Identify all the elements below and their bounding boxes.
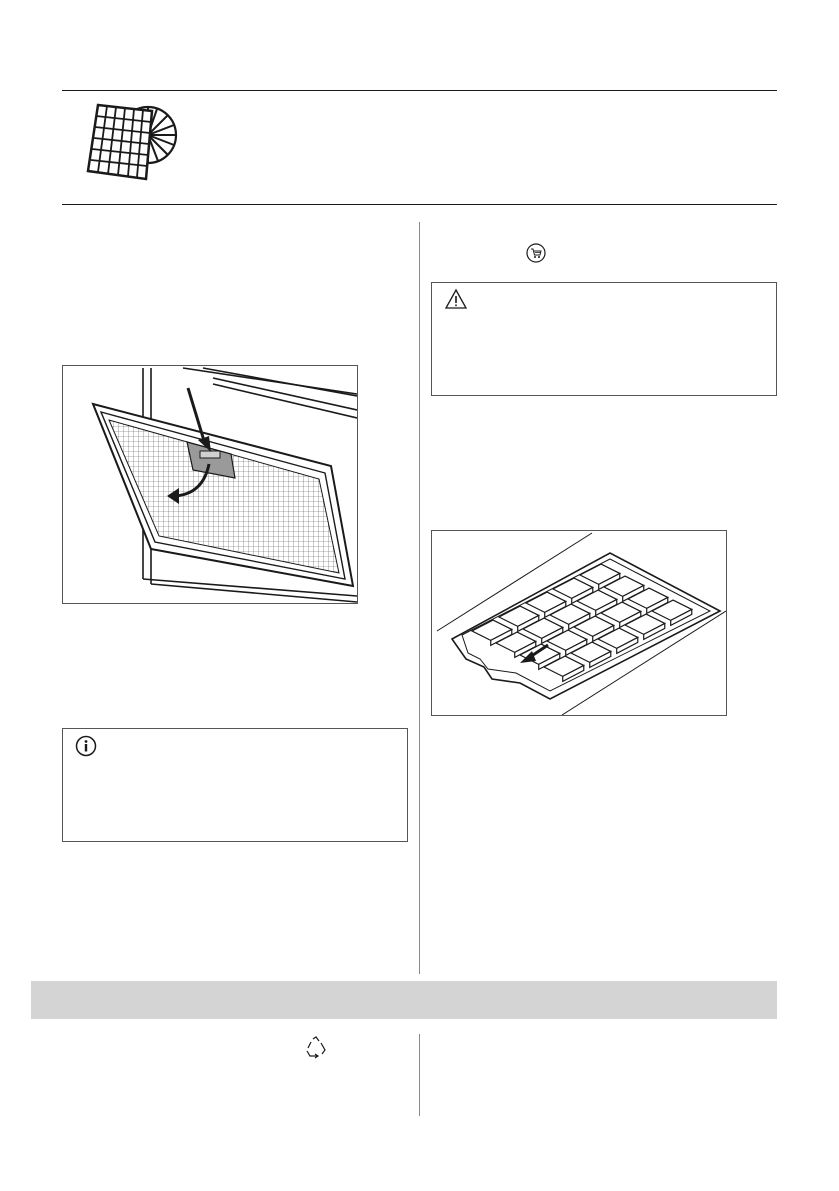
- info-note-box: [62, 728, 408, 842]
- section-heading-bar: [31, 981, 777, 1019]
- filter-icon: [80, 97, 180, 182]
- column-divider: [419, 222, 420, 974]
- grease-filter-figure: [62, 365, 358, 604]
- header-bottom-rule: [62, 204, 777, 205]
- recycle-icon: [304, 1035, 328, 1059]
- column-divider-lower: [419, 1034, 420, 1116]
- top-rule: [62, 90, 777, 91]
- info-icon: [75, 735, 97, 757]
- shopping-cart-icon: [526, 243, 546, 263]
- warning-note-box: [431, 282, 777, 396]
- warning-triangle-icon: [444, 288, 468, 310]
- carbon-filter-figure: [431, 530, 727, 716]
